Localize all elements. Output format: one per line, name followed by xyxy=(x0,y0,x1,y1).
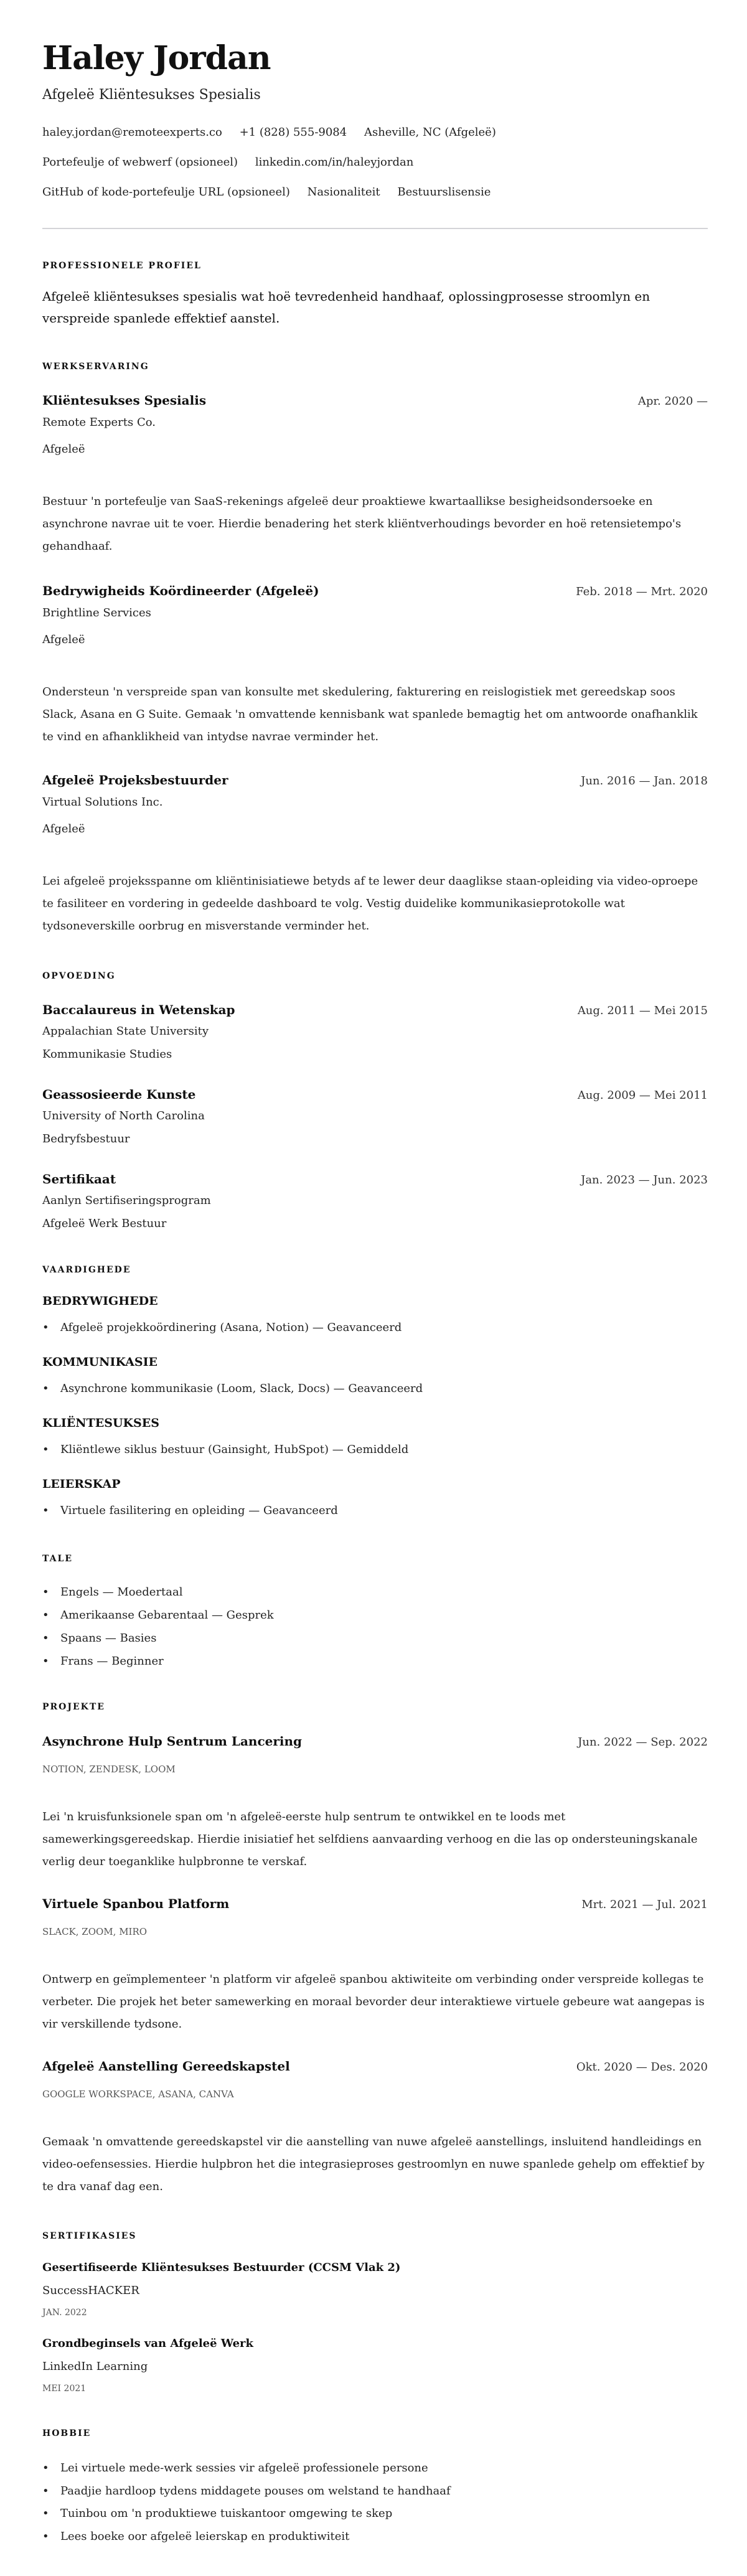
job-title: Bedrywigheids Koördineerder (Afgeleë) xyxy=(42,583,319,598)
experience-item xyxy=(42,582,708,748)
skill-list xyxy=(42,1441,708,1459)
project-dates: Jun. 2022 — Sep. 2022 xyxy=(578,1736,708,1749)
education-item xyxy=(42,1170,708,1233)
language-item: • Engels — Moedertaal xyxy=(42,1581,708,1604)
candidate-name: Haley Jordan xyxy=(42,39,271,77)
portfolio-link[interactable]: Portefeulje of webwerf (opsioneel) xyxy=(42,156,238,169)
job-dates: Feb. 2018 — Mrt. 2020 xyxy=(576,585,708,598)
certification-issuer: LinkedIn Learning xyxy=(42,2360,148,2373)
field-of-study: Bedryfsbestuur xyxy=(42,1132,130,1145)
skill-item: • Virtuele fasilitering en opleiding — Geavanceerd xyxy=(42,1502,708,1520)
experience-item xyxy=(42,392,708,558)
project-title: Afgeleë Aanstelling Gereedskapstel xyxy=(42,2059,290,2074)
contact-row xyxy=(42,148,708,177)
drivers-license: Bestuurslisensie xyxy=(397,186,491,199)
section-heading: OPVOEDING xyxy=(42,971,116,981)
language-item: • Amerikaanse Gebarentaal — Gesprek xyxy=(42,1604,708,1627)
language-item: • Spaans — Basies xyxy=(42,1627,708,1650)
project-tech: SLACK, ZOOM, MIRO xyxy=(42,1926,148,1937)
skill-item: • Afgeleë projekkoördinering (Asana, Notion) — Geavanceerd xyxy=(42,1319,708,1337)
project-description: Lei 'n kruisfunksionele span om 'n afgeleë-eerste hulp sentrum te ontwikkel en te loods met samewerkingsgereedskap. Hierdie inisiatief het selfdiens aanvaarding verhoog en die las op ondersteuningskanale verlig deur toeganklike hulpbronne te verskaf. xyxy=(42,1810,698,1868)
company: Brightline Services xyxy=(42,606,151,619)
company: Remote Experts Co. xyxy=(42,416,156,429)
hobby-item: • Lei virtuele mede-werk sessies vir afgeleë professionele persone xyxy=(42,2457,708,2480)
certification-issuer: SuccessHACKER xyxy=(42,2284,139,2297)
skill-category: BEDRYWIGHEDE xyxy=(42,1294,158,1308)
experience-item xyxy=(42,771,708,938)
contact-info xyxy=(42,118,708,207)
field-of-study: Afgeleë Werk Bestuur xyxy=(42,1217,167,1230)
company: Virtual Solutions Inc. xyxy=(42,796,163,809)
job-description: Ondersteun 'n verspreide span van konsulte met skedulering, fakturering en reislogistiek met gereedskap soos Slack, Asana en G Suite. Gemaak 'n omvattende kennisbank wat spanlede bemagtig het om antwoorde onafhanklik te vind en afhanklikheid van intydse navrae verminder het. xyxy=(42,685,698,743)
degree: Geassosieerde Kunste xyxy=(42,1087,196,1102)
school: Appalachian State University xyxy=(42,1025,209,1038)
certification-title: Grondbeginsels van Afgeleë Werk xyxy=(42,2337,253,2350)
project-description: Ontwerp en geïmplementeer 'n platform vir afgeleë spanbou aktiwiteite om verbinding onder verspreide kollegas te verbeter. Die projek het beter samewerking en moraal bevorder deur interaktiewe virtuele gebeure wat aangepas is vir verskillende tydsone. xyxy=(42,1973,705,2031)
project-title: Asynchrone Hulp Sentrum Lancering xyxy=(42,1734,303,1749)
project-title: Virtuele Spanbou Platform xyxy=(42,1896,230,1911)
section-heading: SERTIFIKASIES xyxy=(42,2231,137,2241)
section-heading: PROJEKTE xyxy=(42,1702,105,1712)
certification-date: JAN. 2022 xyxy=(42,2308,87,2318)
hobby-item: • Lees boeke oor afgeleë leierskap en produktiwiteit xyxy=(42,2526,708,2549)
job-description: Bestuur 'n portefeulje van SaaS-rekenings afgeleë deur proaktiewe kwartaallikse besigheidsondersoeke en asynchrone navrae uit te voer. Hierdie benadering het sterk kliëntverhoudings bevorder en hoë retensietempo's gehandhaaf. xyxy=(42,495,682,553)
project-item xyxy=(42,2057,708,2198)
school: University of North Carolina xyxy=(42,1109,205,1122)
section-heading: TALE xyxy=(42,1554,73,1564)
language-item: • Frans — Beginner xyxy=(42,1650,708,1673)
skill-category: KLIËNTESUKSES xyxy=(42,1416,159,1430)
profile-summary: Afgeleë kliëntesukses spesialis wat hoë tevredenheid handhaaf, oplossingprosesse stroomlyn en verspreide spanlede effektief aanstel. xyxy=(42,289,651,326)
resume-header xyxy=(42,40,708,207)
section-heading: WERKSERVARING xyxy=(42,362,149,372)
github-link[interactable]: GitHub of kode-portefeulje URL (opsioneel) xyxy=(42,186,290,199)
language-list xyxy=(42,1581,708,1673)
project-dates: Mrt. 2021 — Jul. 2021 xyxy=(581,1898,708,1911)
education-dates: Jan. 2023 — Jun. 2023 xyxy=(581,1173,708,1187)
school: Aanlyn Sertifiseringsprogram xyxy=(42,1194,211,1207)
languages-section xyxy=(42,1553,708,1673)
linkedin-link[interactable]: linkedin.com/in/haleyjordan xyxy=(255,156,414,169)
job-title: Kliëntesukses Spesialis xyxy=(42,393,207,408)
education-dates: Aug. 2011 — Mei 2015 xyxy=(577,1004,708,1017)
field-of-study: Kommunikasie Studies xyxy=(42,1048,172,1061)
hobbies-section xyxy=(42,2427,708,2548)
hobby-item: • Tuinbou om 'n produktiewe tuiskantoor omgewing te skep xyxy=(42,2503,708,2526)
location: Asheville, NC (Afgeleë) xyxy=(364,126,496,139)
experience-section xyxy=(42,360,708,938)
certification-item xyxy=(42,2336,708,2395)
project-dates: Okt. 2020 — Des. 2020 xyxy=(576,2061,708,2074)
education-item xyxy=(42,1086,708,1149)
job-dates: Apr. 2020 — xyxy=(637,395,708,408)
hobby-item: • Paadjie hardloop tydens middagete pouses om welstand te handhaaf xyxy=(42,2480,708,2503)
job-location: Afgeleë xyxy=(42,633,85,646)
certification-date: MEI 2021 xyxy=(42,2384,87,2394)
job-dates: Jun. 2016 — Jan. 2018 xyxy=(581,774,708,787)
profile-section xyxy=(42,260,708,329)
certification-title: Gesertifiseerde Kliëntesukses Bestuurder (CCSM Vlak 2) xyxy=(42,2261,401,2274)
degree: Baccalaureus in Wetenskap xyxy=(42,1002,235,1017)
education-dates: Aug. 2009 — Mei 2011 xyxy=(577,1089,708,1102)
phone: +1 (828) 555-9084 xyxy=(239,126,347,139)
job-location: Afgeleë xyxy=(42,443,85,456)
job-title: Afgeleë Projeksbestuurder xyxy=(42,773,228,787)
contact-row xyxy=(42,177,708,207)
section-heading: PROFESSIONELE PROFIEL xyxy=(42,261,202,271)
job-description: Lei afgeleë projeksspanne om kliëntinisiatiewe betyds af te lewer deur daaglikse staan-opleiding via video-oproepe te fasiliteer en vordering in gedeelde dashboard te volg. Vestig duidelike kommunikasieprotokolle wat tydsoneverskille oorbrug en misverstande verminder het. xyxy=(42,875,698,933)
skills-section xyxy=(42,1264,708,1520)
hobby-list xyxy=(42,2457,708,2548)
projects-section xyxy=(42,1701,708,2198)
job-location: Afgeleë xyxy=(42,822,85,835)
candidate-title: Afgeleë Kliëntesukses Spesialis xyxy=(42,87,261,103)
project-item xyxy=(42,1732,708,1873)
project-item xyxy=(42,1895,708,2036)
project-description: Gemaak 'n omvattende gereedskapstel vir die aanstelling van nuwe afgeleë aanstellings, insluitend handleidings en video-oefensessies. Hierdie hulpbron het die integrasieproses gestroomlyn en nuwe spanlede gehelp om effektief by te dra vanaf dag een. xyxy=(42,2135,705,2193)
header-divider xyxy=(42,228,708,229)
project-tech: GOOGLE WORKSPACE, ASANA, CANVA xyxy=(42,2089,234,2100)
section-heading: HOBBIE xyxy=(42,2428,92,2438)
education-item xyxy=(42,1001,708,1064)
email-link[interactable]: haley.jordan@remoteexperts.co xyxy=(42,126,222,139)
nationality: Nasionaliteit xyxy=(307,186,380,199)
contact-row xyxy=(42,118,708,148)
skill-item: • Kliëntlewe siklus bestuur (Gainsight, HubSpot) — Gemiddeld xyxy=(42,1441,708,1459)
skill-category: KOMMUNIKASIE xyxy=(42,1355,158,1369)
degree: Sertifikaat xyxy=(42,1172,116,1187)
skill-list xyxy=(42,1502,708,1520)
project-tech: NOTION, ZENDESK, LOOM xyxy=(42,1764,176,1775)
skill-category: LEIERSKAP xyxy=(42,1477,121,1491)
certifications-section xyxy=(42,2230,708,2395)
section-heading: VAARDIGHEDE xyxy=(42,1265,131,1275)
skill-list xyxy=(42,1380,708,1398)
skill-list xyxy=(42,1319,708,1337)
skill-item: • Asynchrone kommunikasie (Loom, Slack, Docs) — Geavanceerd xyxy=(42,1380,708,1398)
certification-item xyxy=(42,2260,708,2320)
education-section xyxy=(42,970,708,1233)
